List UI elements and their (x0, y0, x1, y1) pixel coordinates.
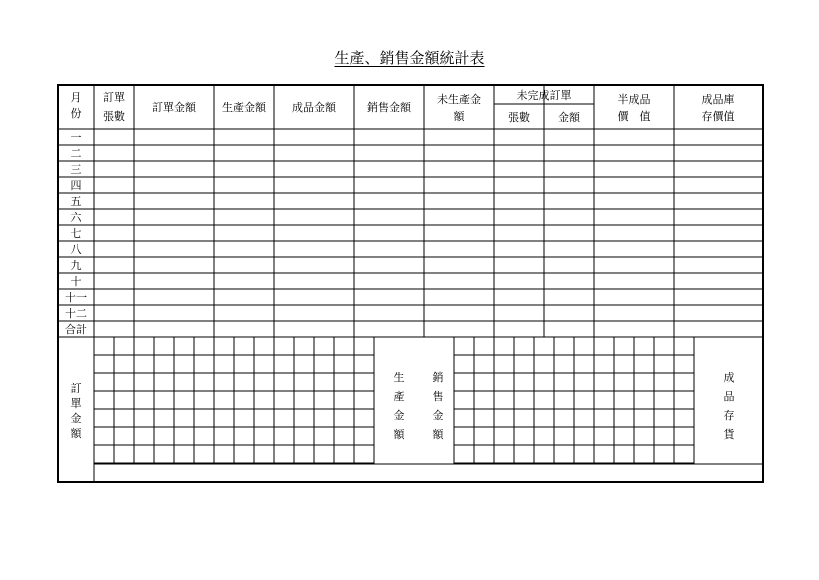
header-unproduced-amount: 未生產金 (437, 93, 481, 106)
header-finished-stock: 存價值 (701, 110, 735, 123)
month-label: 九 (70, 259, 82, 272)
header-month: 月 (70, 91, 82, 104)
header-unfinished-orders: 未完成訂單 (516, 89, 572, 102)
month-label: 四 (70, 179, 82, 192)
header-order-amount: 訂單金額 (152, 101, 196, 114)
month-label: 十二 (65, 307, 87, 320)
table-grid (58, 85, 763, 482)
chart-production-label: 產 (393, 390, 405, 403)
header-unfinished-count: 張數 (508, 111, 530, 124)
table-text (65, 88, 736, 441)
month-label: 十 (70, 275, 82, 288)
chart-left-label: 單 (70, 397, 82, 410)
month-label: 一 (70, 131, 82, 144)
month-label: 六 (70, 211, 82, 224)
header-order-count: 張數 (103, 110, 125, 123)
chart-stock-label: 成 (723, 371, 735, 384)
chart-production-label: 額 (393, 428, 405, 441)
header-production-amount: 生產金額 (222, 101, 266, 114)
header-unfinished-amount: 金額 (558, 111, 580, 124)
chart-left-label: 金 (70, 412, 82, 425)
chart-sales-label: 額 (432, 428, 444, 441)
header-unproduced-amount: 額 (453, 110, 465, 123)
page-title: 生產、銷售金額統計表 (334, 49, 485, 67)
chart-production-label: 生 (393, 371, 405, 384)
month-label: 五 (70, 195, 82, 208)
chart-left-label: 訂 (70, 382, 82, 395)
chart-sales-label: 售 (432, 390, 444, 403)
month-label: 三 (70, 163, 82, 176)
month-label: 七 (70, 227, 82, 240)
chart-sales-label: 銷 (432, 371, 444, 384)
total-label: 合計 (65, 323, 87, 336)
header-order-count: 訂單 (103, 91, 125, 104)
header-sales-amount: 銷售金額 (367, 101, 411, 114)
header-semi-finished: 半成品 (617, 93, 651, 106)
header-semi-finished: 價 值 (617, 110, 651, 123)
chart-left-label: 額 (70, 427, 82, 440)
month-label: 十一 (65, 291, 87, 304)
month-label: 二 (70, 147, 82, 160)
chart-stock-label: 存 (723, 409, 735, 422)
chart-sales-label: 金 (432, 409, 444, 422)
chart-stock-label: 貨 (723, 428, 735, 441)
header-month: 份 (70, 107, 82, 120)
month-label: 八 (70, 243, 82, 256)
header-finished-amount: 成品金額 (292, 101, 336, 114)
header-finished-stock: 成品庫 (701, 93, 735, 106)
chart-stock-label: 品 (723, 390, 735, 403)
chart-production-label: 金 (393, 409, 405, 422)
